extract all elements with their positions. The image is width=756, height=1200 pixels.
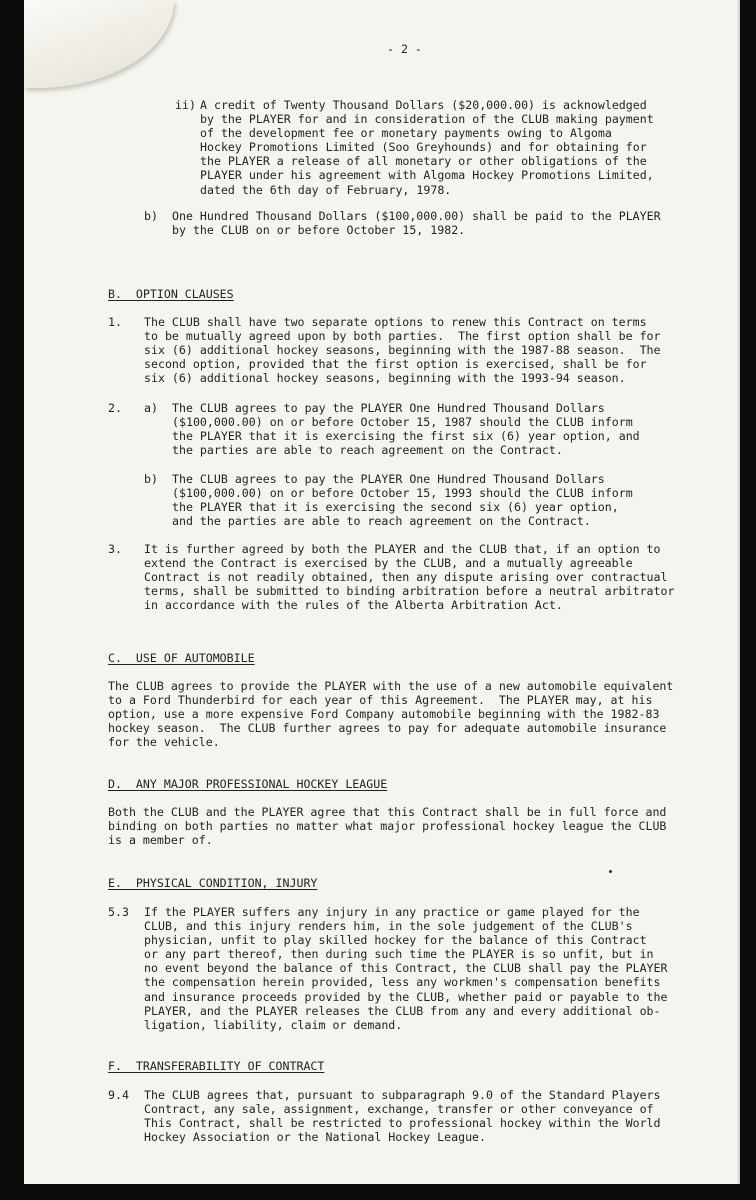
clause-ii-text: A credit of Twenty Thousand Dollars ($20,000.00) is acknowledged by the PLAYER for and in consideration of the CLUB making payment of the development fee or monetary payments owing to Algoma Hockey Promotions Limited (Soo Greyhounds) and for obtaining for the PLAYER a release of all monetary or other obligations of the PLAYER under his agreement with Algoma Hockey Promotions Limited, dated the 6th day of February, 1978. <box>200 98 654 197</box>
option-item-1-number: 1. <box>108 315 122 329</box>
section-f-text: The CLUB agrees that, pursuant to subparagraph 9.0 of the Standard Players Contract, any sale, assignment, exchange, transfer or other conveyance of This Contract, shall be restricted to professional hockey within the World Hockey Association or the National Hockey League. <box>144 1088 661 1145</box>
option-item-2-number: 2. <box>108 401 122 415</box>
option-item-2a-marker: a) <box>144 401 158 415</box>
page-number: - 2 - <box>387 42 422 56</box>
option-item-2b-marker: b) <box>144 472 158 486</box>
option-item-3-number: 3. <box>108 542 122 556</box>
folded-page-corner <box>24 0 174 88</box>
section-e-number: 5.3 <box>108 905 129 919</box>
clause-b-text: One Hundred Thousand Dollars ($100,000.00) shall be paid to the PLAYER by the CLUB on or before October 15, 1982. <box>172 209 661 238</box>
clause-ii-marker: ii) <box>175 98 196 112</box>
section-c-text: The CLUB agrees to provide the PLAYER with the use of a new automobile equivalent to a Ford Thunderbird for each year of this Agreement. The PLAYER may, at his option, use a more expensive Ford Company automobile beginning with the 1982-83 hockey season. The CLUB further agrees to pay for adequate automobile insurance for the vehicle. <box>108 679 674 750</box>
section-b-heading: B. OPTION CLAUSES <box>108 287 234 301</box>
section-f-number: 9.4 <box>108 1088 129 1102</box>
section-d-text: Both the CLUB and the PLAYER agree that this Contract shall be in full force and binding on both parties no matter what major professional hockey league the CLUB is a member of. <box>108 805 667 848</box>
section-d-heading: D. ANY MAJOR PROFESSIONAL HOCKEY LEAGUE <box>108 777 388 791</box>
section-e-text: If the PLAYER suffers any injury in any practice or game played for the CLUB, and this injury renders him, in the sole judgement of the CLUB's physician, unfit to play skilled hockey for the balance of this Contract or any part thereof, then during such time the PLAYER is so unfit, but in no event beyond the balance of this Contract, the CLUB shall pay the PLAYER the compensation herein provided, less any workmen's compensation benefits and insurance proceeds provided by the CLUB, whether paid or payable to the PLAYER, and the PLAYER releases the CLUB from any and every additional ob- ligation, liability, claim or demand. <box>144 905 668 1032</box>
section-f-heading: F. TRANSFERABILITY OF CONTRACT <box>108 1059 325 1073</box>
option-item-3-text: It is further agreed by both the PLAYER and the CLUB that, if an option to extend the Contract is exercised by the CLUB, and a mutually agreeable Contract is not readily obtained, then any dispute arising over contractual terms, shall be submitted to binding arbitration before a neutral arbitrator in accordance with the rules of the Alberta Arbitration Act. <box>144 542 675 613</box>
speck-mark <box>609 870 612 873</box>
document-page <box>24 0 740 1184</box>
section-c-heading: C. USE OF AUTOMOBILE <box>108 651 255 665</box>
section-e-heading: E. PHYSICAL CONDITION, INJURY <box>108 876 318 890</box>
option-item-2b-text: The CLUB agrees to pay the PLAYER One Hundred Thousand Dollars ($100,000.00) on or before October 15, 1993 should the CLUB inform the PLAYER that it is exercising the second six (6) year option, and the parties are able to reach agreement on the Contract. <box>172 472 633 529</box>
clause-b-marker: b) <box>144 209 158 223</box>
option-item-1-text: The CLUB shall have two separate options to renew this Contract on terms to be mutually agreed upon by both parties. The first option shall be for six (6) additional hockey seasons, beginning with the 1987-88 season. The second option, provided that the first option is exercised, shall be for six (6) additional hockey seasons, beginning with the 1993-94 season. <box>144 315 661 386</box>
option-item-2a-text: The CLUB agrees to pay the PLAYER One Hundred Thousand Dollars ($100,000.00) on or before October 15, 1987 should the CLUB inform the PLAYER that it is exercising the first six (6) year option, and the parties are able to reach agreement on the Contract. <box>172 401 640 458</box>
